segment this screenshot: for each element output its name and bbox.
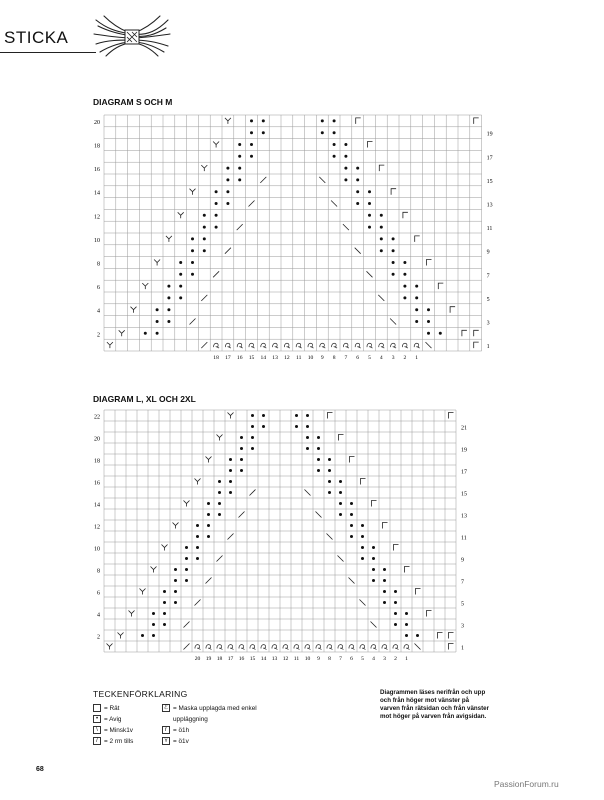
decrease-symbol <box>327 534 333 540</box>
legend-text: = 2 rm tills <box>104 738 134 745</box>
purl-dot <box>339 502 342 505</box>
k2tog-symbol <box>228 534 234 540</box>
decrease-symbol <box>305 490 311 496</box>
purl-dot <box>174 568 177 571</box>
row-label: 11 <box>461 535 467 542</box>
purl-dot <box>328 491 331 494</box>
cast-on-symbol <box>327 645 333 650</box>
purl-dot <box>185 579 188 582</box>
section-title: STICKA <box>4 28 69 47</box>
column-label: 1 <box>415 355 419 361</box>
column-label: 14 <box>260 656 267 662</box>
purl-dot <box>416 634 419 637</box>
purl-dot <box>361 524 364 527</box>
row-label: 1 <box>486 344 490 351</box>
increase-symbol <box>118 633 124 639</box>
purl-dot <box>350 524 353 527</box>
purl-dot <box>394 612 397 615</box>
row-label: 2 <box>97 634 100 641</box>
purl-dot-symbol-icon: • <box>93 715 101 723</box>
increase-symbol <box>206 457 212 463</box>
row-label: 3 <box>461 623 464 630</box>
purl-dot <box>405 634 408 637</box>
increase-symbol <box>416 589 421 595</box>
purl-dot <box>196 546 199 549</box>
increase-symbol <box>195 479 201 485</box>
legend-title: TECKENFÖRKLARING <box>93 689 188 699</box>
legend-text: = Rät <box>104 705 120 712</box>
row-label: 20 <box>94 119 100 126</box>
column-label: 9 <box>317 656 320 662</box>
column-label: 14 <box>260 355 267 361</box>
decrease-symbol <box>371 622 377 628</box>
cast-on-symbol <box>206 645 212 650</box>
purl-dot <box>328 480 331 483</box>
purl-dot <box>218 502 221 505</box>
column-label: 5 <box>361 656 364 662</box>
column-label: 11 <box>293 656 300 662</box>
cast-on-symbol <box>393 645 399 650</box>
row-label: 19 <box>486 131 493 138</box>
column-label: 9 <box>320 355 324 361</box>
purl-dot <box>383 590 386 593</box>
row-label: 14 <box>94 502 100 509</box>
row-label: 20 <box>94 436 100 443</box>
column-label: 5 <box>368 355 371 361</box>
purl-dot <box>394 601 397 604</box>
row-label: 13 <box>486 202 493 209</box>
decrease-backslash-symbol-icon: \ <box>93 726 101 734</box>
legend-list-right <box>162 703 257 747</box>
k2tog-symbol <box>239 512 245 518</box>
row-label: 6 <box>97 590 100 597</box>
legend-item <box>93 703 133 714</box>
increase-symbol <box>184 501 190 507</box>
row-label: 15 <box>486 178 493 185</box>
cast-on-symbol <box>228 645 234 650</box>
row-label: 4 <box>97 308 100 315</box>
k2tog-symbol <box>184 622 190 628</box>
row-label: 7 <box>486 273 490 280</box>
increase-symbol <box>339 435 344 441</box>
purl-dot <box>152 612 155 615</box>
increase-symbol <box>140 589 146 595</box>
purl-dot <box>295 425 298 428</box>
column-label: 10 <box>304 656 311 662</box>
column-label: 12 <box>282 656 289 662</box>
cast-on-symbol <box>305 645 311 650</box>
k2tog-symbol <box>206 578 212 584</box>
decrease-symbol <box>360 600 366 606</box>
purl-dot <box>394 590 397 593</box>
cast-on-symbol <box>404 645 410 650</box>
row-label: 11 <box>486 226 493 233</box>
purl-dot <box>240 469 243 472</box>
purl-dot <box>185 557 188 560</box>
cast-on-symbol <box>382 645 388 650</box>
purl-dot <box>383 579 386 582</box>
column-label: 18 <box>213 355 219 361</box>
column-label: 8 <box>328 656 331 662</box>
row-label: 6 <box>97 285 100 292</box>
purl-dot <box>229 480 232 483</box>
purl-dot <box>163 590 166 593</box>
purl-dot <box>306 436 309 439</box>
row-label: 10 <box>94 546 100 553</box>
purl-dot <box>163 601 166 604</box>
cast-on-symbol <box>294 645 300 650</box>
column-label: 19 <box>205 656 212 662</box>
column-label: 13 <box>271 656 278 662</box>
row-label: 2 <box>97 332 100 339</box>
row-label: 10 <box>94 237 100 244</box>
purl-dot <box>174 579 177 582</box>
increase-symbol <box>405 567 410 573</box>
knit-symbol-icon <box>93 704 101 712</box>
purl-dot <box>207 502 210 505</box>
row-label: 12 <box>94 524 100 531</box>
column-label: 3 <box>391 355 395 361</box>
row-label: 9 <box>461 557 464 564</box>
row-label: 16 <box>94 480 100 487</box>
purl-dot <box>262 425 265 428</box>
cast-on-symbol <box>283 645 289 650</box>
row-label: 1 <box>461 645 464 652</box>
column-label: 1 <box>405 656 408 662</box>
purl-dot <box>163 612 166 615</box>
cast-on-symbol <box>371 645 377 650</box>
increase-symbol <box>173 523 179 529</box>
column-label: 7 <box>339 656 342 662</box>
purl-dot <box>383 568 386 571</box>
row-label: 4 <box>97 612 100 619</box>
purl-dot <box>240 458 243 461</box>
row-label: 15 <box>461 491 467 498</box>
row-label: 3 <box>486 320 490 327</box>
row-label: 17 <box>486 155 493 162</box>
decrease-symbol <box>338 556 344 562</box>
row-label: 8 <box>97 568 100 575</box>
purl-dot <box>372 579 375 582</box>
increase-symbol <box>394 545 399 551</box>
purl-dot <box>317 458 320 461</box>
cast-on-symbol <box>272 645 278 650</box>
purl-dot <box>218 480 221 483</box>
purl-dot <box>295 414 298 417</box>
row-label: 5 <box>486 296 490 303</box>
row-label: 16 <box>94 167 100 174</box>
purl-dot <box>229 458 232 461</box>
reading-note: Diagrammen läses nerifrån och upp och från höger mot vänster på varven från rätsidan och från vänster mot höger på varven från avigsidan. <box>380 689 490 720</box>
column-label: 13 <box>272 355 278 361</box>
purl-dot <box>196 524 199 527</box>
cast-on-symbol <box>239 645 245 650</box>
purl-dot <box>372 557 375 560</box>
cast-on-loop-symbol-icon: ℰ <box>162 704 170 712</box>
increase-symbol <box>217 435 223 441</box>
purl-dot <box>372 568 375 571</box>
increase-symbol <box>228 413 234 419</box>
purl-dot <box>163 623 166 626</box>
purl-dot <box>317 436 320 439</box>
column-label: 15 <box>248 355 255 361</box>
column-label: 6 <box>350 656 353 662</box>
legend-item <box>162 703 257 714</box>
increase-symbol <box>107 644 113 650</box>
decrease-symbol <box>349 578 355 584</box>
purl-dot <box>141 634 144 637</box>
increase-symbol <box>372 501 377 507</box>
increase-symbol <box>449 413 454 419</box>
purl-dot <box>350 513 353 516</box>
k2tog-symbol <box>250 490 256 496</box>
legend-list-left <box>93 703 133 747</box>
row-label: 18 <box>94 143 100 150</box>
purl-dot <box>339 513 342 516</box>
purl-dot <box>361 535 364 538</box>
column-label: 16 <box>236 355 243 361</box>
column-label: 10 <box>307 355 314 361</box>
column-label: 7 <box>344 355 348 361</box>
purl-dot <box>218 491 221 494</box>
legend-item <box>162 725 257 736</box>
increase-symbol <box>361 479 366 485</box>
increase-symbol <box>427 611 432 617</box>
column-label: 12 <box>284 355 290 361</box>
row-label: 18 <box>94 458 100 465</box>
purl-dot <box>339 480 342 483</box>
column-label: 6 <box>356 355 360 361</box>
legend-text: = ö1v <box>173 738 189 745</box>
row-label: 14 <box>94 190 100 197</box>
purl-dot <box>372 546 375 549</box>
cast-on-symbol <box>261 645 267 650</box>
legend-item <box>93 736 133 747</box>
purl-dot <box>306 414 309 417</box>
row-label: 17 <box>461 469 467 476</box>
cast-on-symbol <box>250 645 256 650</box>
purl-dot <box>350 502 353 505</box>
decrease-symbol <box>316 512 322 518</box>
purl-dot <box>185 568 188 571</box>
increase-symbol <box>383 523 388 529</box>
row-label: 19 <box>461 447 467 454</box>
row-label: 8 <box>97 261 100 268</box>
cast-on-symbol <box>349 645 355 650</box>
increase-symbol <box>151 567 157 573</box>
row-label: 21 <box>461 425 467 432</box>
row-label: 13 <box>461 513 467 520</box>
column-label: 2 <box>394 656 397 662</box>
column-label: 3 <box>383 656 386 662</box>
purl-dot <box>251 447 254 450</box>
increase-symbol <box>162 545 168 551</box>
purl-dot <box>262 414 265 417</box>
column-label: 17 <box>225 355 231 361</box>
column-label: 18 <box>216 656 223 662</box>
row-label: 7 <box>461 579 464 586</box>
legend-item <box>93 714 133 725</box>
column-label: 15 <box>249 656 256 662</box>
purl-dot <box>152 634 155 637</box>
legend-item <box>162 714 257 725</box>
increase-symbol <box>438 633 443 639</box>
increase-symbol <box>449 644 454 650</box>
k2tog-slash-symbol-icon: / <box>93 737 101 745</box>
purl-dot <box>383 601 386 604</box>
increase-left-symbol-icon: ʏ <box>162 737 170 745</box>
page-number: 68 <box>36 766 44 773</box>
decrease-symbol <box>415 644 421 650</box>
cast-on-symbol <box>217 645 223 650</box>
purl-dot <box>174 601 177 604</box>
cast-on-symbol <box>338 645 344 650</box>
cast-on-symbol <box>316 645 322 650</box>
purl-dot <box>328 469 331 472</box>
legend-text: = Avig <box>104 716 122 723</box>
increase-symbol <box>129 611 135 617</box>
purl-dot <box>361 557 364 560</box>
column-label: 11 <box>296 355 302 361</box>
column-label: 2 <box>403 355 407 361</box>
purl-dot <box>317 469 320 472</box>
purl-dot <box>405 612 408 615</box>
row-label: 5 <box>461 601 464 608</box>
column-label: 20 <box>194 656 201 662</box>
legend-text: uppläggning <box>173 716 208 723</box>
legend-item <box>93 725 133 736</box>
row-label: 22 <box>94 414 100 421</box>
row-label: 12 <box>94 214 100 221</box>
legend-item <box>162 736 257 747</box>
purl-dot <box>196 535 199 538</box>
purl-dot <box>405 623 408 626</box>
legend-text: = Maska upplagda med enkel <box>173 705 257 712</box>
increase-symbol <box>350 457 355 463</box>
cast-on-symbol <box>360 645 366 650</box>
legend-text: = ö1h <box>173 727 190 734</box>
purl-dot <box>229 491 232 494</box>
purl-dot <box>251 414 254 417</box>
purl-dot <box>394 623 397 626</box>
purl-dot <box>361 546 364 549</box>
purl-dot <box>328 458 331 461</box>
purl-dot <box>152 623 155 626</box>
purl-dot <box>317 447 320 450</box>
k2tog-symbol <box>184 644 190 650</box>
purl-dot <box>251 425 254 428</box>
purl-dot <box>218 513 221 516</box>
purl-dot <box>251 436 254 439</box>
purl-dot <box>174 590 177 593</box>
increase-symbol <box>449 633 454 639</box>
purl-dot <box>350 535 353 538</box>
purl-dot <box>185 546 188 549</box>
diagram-2-title: DIAGRAM L, XL OCH 2XL <box>93 394 196 404</box>
purl-dot <box>207 524 210 527</box>
column-label: 4 <box>379 355 383 361</box>
purl-dot <box>207 535 210 538</box>
cast-on-symbol <box>195 645 201 650</box>
increase-symbol <box>328 413 333 419</box>
diagram-1-title: DIAGRAM S OCH M <box>93 97 173 107</box>
purl-dot <box>196 557 199 560</box>
row-label: 9 <box>486 249 490 256</box>
column-label: 17 <box>227 656 234 662</box>
k2tog-symbol <box>217 556 223 562</box>
column-label: 4 <box>372 656 375 662</box>
purl-dot <box>240 447 243 450</box>
purl-dot <box>207 513 210 516</box>
purl-dot <box>306 425 309 428</box>
purl-dot <box>240 436 243 439</box>
purl-dot <box>229 469 232 472</box>
increase-right-symbol-icon: r <box>162 726 170 734</box>
column-label: 8 <box>332 355 336 361</box>
k2tog-symbol <box>195 600 201 606</box>
purl-dot <box>339 491 342 494</box>
purl-dot <box>306 447 309 450</box>
legend-text: = Minsk1v <box>104 727 133 734</box>
column-label: 16 <box>238 656 245 662</box>
watermark: PassionForum.ru <box>494 779 559 789</box>
